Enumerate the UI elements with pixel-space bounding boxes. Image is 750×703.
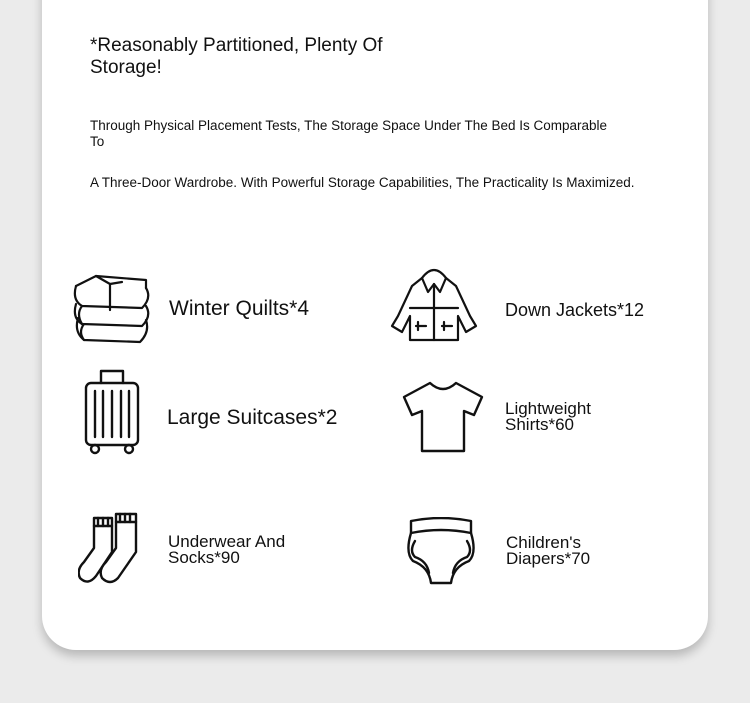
suitcase-icon xyxy=(83,369,141,455)
folded-quilt-icon xyxy=(70,274,154,346)
description-paragraph-1: Through Physical Placement Tests, The Storage Space Under The Bed Is Comparable To xyxy=(90,118,608,149)
item-label-down-jackets: Down Jackets*12 xyxy=(505,300,645,320)
section-title: *Reasonably Partitioned, Plenty Of Storage! xyxy=(90,35,383,78)
description-paragraph-2: A Three-Door Wardrobe. With Powerful Storage Capabilities, The Practicality Is Maximized. xyxy=(90,175,635,190)
item-label-large-suitcases: Large Suitcases*2 xyxy=(167,406,338,429)
down-jacket-icon xyxy=(388,264,480,344)
item-label-lightweight-shirts: Lightweight Shirts*60 xyxy=(505,399,592,434)
socks-icon xyxy=(78,512,142,586)
t-shirt-icon xyxy=(402,381,484,453)
diaper-icon xyxy=(405,517,477,585)
item-label-underwear-socks: Underwear And Socks*90 xyxy=(168,532,286,567)
item-label-winter-quilts: Winter Quilts*4 xyxy=(169,297,310,320)
item-label-childrens-diapers: Children's Diapers*70 xyxy=(506,533,591,568)
